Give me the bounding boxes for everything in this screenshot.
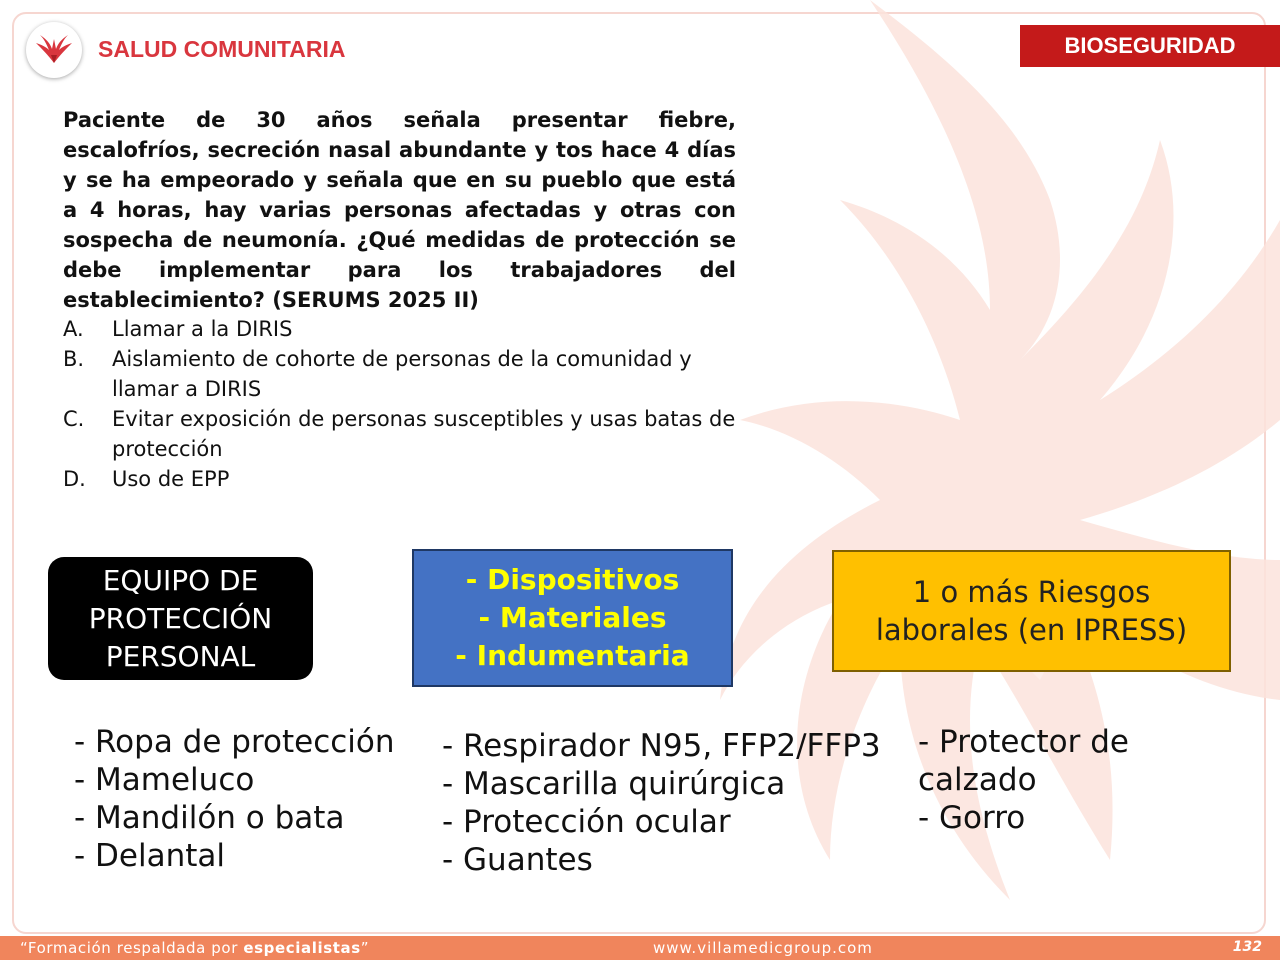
- option-c: [63, 404, 743, 464]
- clothing-list: [74, 723, 395, 875]
- option-b: [63, 344, 743, 404]
- list-item: - Respirador N95, FFP2/FFP3: [442, 728, 881, 764]
- option-text: Llamar a la DIRIS: [112, 317, 293, 341]
- option-text: Evitar exposición de personas susceptibles y usas batas de protección: [112, 407, 736, 461]
- section-title: SALUD COMUNITARIA: [98, 36, 346, 62]
- type-line: - Dispositivos: [465, 563, 680, 596]
- list-item: - Protección ocular: [442, 804, 731, 840]
- devices-list: [442, 727, 881, 879]
- list-item: - Delantal: [74, 838, 226, 874]
- tagline-bold: especialistas: [243, 939, 361, 957]
- topic-tag: BIOSEGURIDAD: [1020, 25, 1280, 67]
- risks-box: [832, 550, 1231, 672]
- option-letter: A.: [63, 317, 84, 341]
- epp-types-box: [412, 549, 733, 687]
- option-text: Aislamiento de cohorte de personas de la comunidad y llamar a DIRIS: [112, 347, 692, 401]
- question-text: Paciente de 30 años señala presentar fiebre, escalofríos, secreción nasal abundante y tos hace 4 días y se ha empeorado y señala que en su pueblo que está a 4 horas, hay varias personas afectadas y otras con sospecha de neumonía. ¿Qué medidas de protección se debe implementar para los trabajadores del establecimiento? (SERUMS 2025 II): [63, 108, 736, 312]
- list-item: - Guantes: [442, 842, 593, 878]
- list-item: - Gorro: [918, 800, 1026, 836]
- answer-options: [63, 314, 743, 494]
- footer-bar: [0, 936, 1280, 960]
- list-item: - Mameluco: [74, 762, 255, 798]
- footer-tagline: [20, 939, 369, 957]
- brand-logo: [26, 22, 82, 78]
- option-d: [63, 464, 743, 494]
- option-letter: D.: [63, 467, 86, 491]
- type-line: - Materiales: [478, 601, 667, 634]
- option-text: Uso de EPP: [112, 467, 230, 491]
- page-number: 132: [1232, 939, 1262, 955]
- risk-line: 1 o más Riesgos: [912, 575, 1151, 609]
- epp-line: PERSONAL: [105, 639, 256, 673]
- list-item: - Ropa de protección: [74, 724, 395, 760]
- epp-line: PROTECCIÓN: [88, 601, 273, 635]
- option-letter: B.: [63, 347, 85, 371]
- type-line: - Indumentaria: [455, 639, 690, 672]
- accessories-list: [918, 723, 1178, 837]
- list-item: - Mascarilla quirúrgica: [442, 766, 786, 802]
- tagline-quote: ”: [360, 939, 370, 957]
- epp-line: EQUIPO DE: [102, 563, 259, 597]
- tagline-text: “Formación respaldada por: [20, 939, 244, 957]
- option-a: [63, 314, 743, 344]
- list-item: - Mandilón o bata: [74, 800, 345, 836]
- epp-title-box: [48, 557, 313, 680]
- list-item: - Protector de calzado: [918, 724, 1129, 798]
- option-letter: C.: [63, 407, 85, 431]
- footer-url-link[interactable]: www.villamedicgroup.com: [653, 939, 873, 957]
- phoenix-logo-icon: [34, 33, 74, 67]
- risk-line: laborales (en IPRESS): [875, 613, 1188, 647]
